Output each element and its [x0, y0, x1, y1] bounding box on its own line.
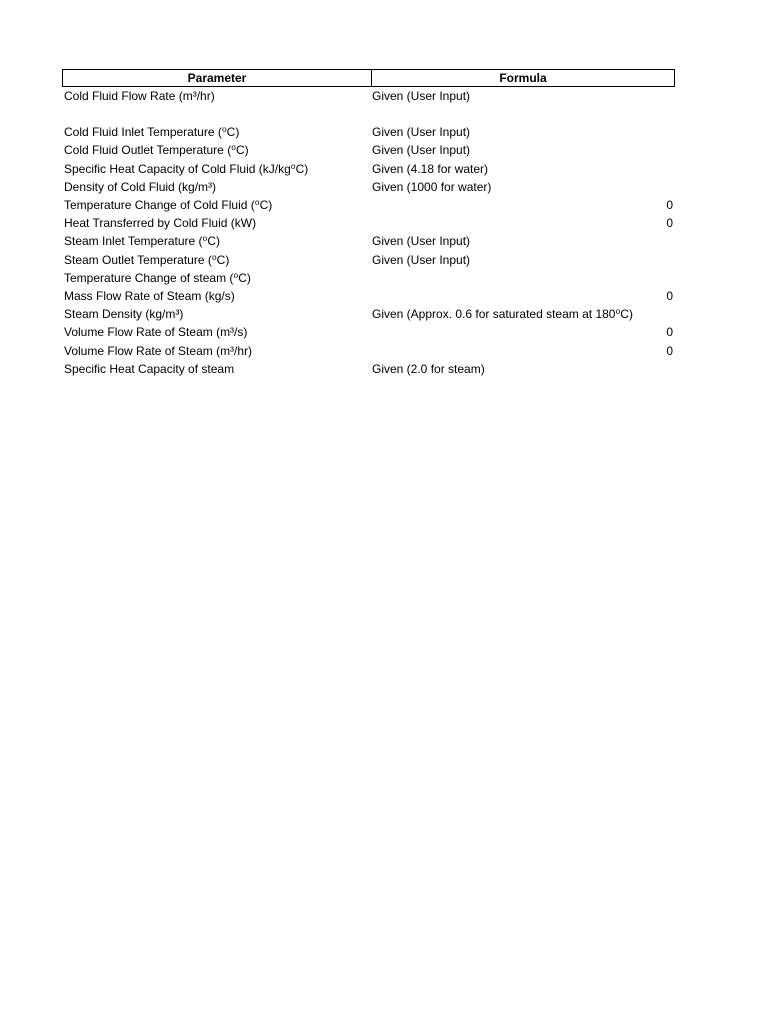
table-row — [62, 196, 675, 214]
table-row — [62, 214, 675, 232]
table-row — [62, 105, 675, 123]
cell-parameter[interactable]: Volume Flow Rate of Steam (m³/s) — [64, 325, 248, 340]
cell-parameter[interactable]: Cold Fluid Inlet Temperature (⁰C) — [64, 125, 240, 140]
table-row — [62, 141, 675, 159]
cell-parameter[interactable]: Steam Inlet Temperature (⁰C) — [64, 234, 220, 249]
cell-value[interactable]: 0 — [666, 325, 673, 340]
cell-formula[interactable]: Given (Approx. 0.6 for saturated steam at 180⁰C) — [372, 307, 633, 322]
cell-parameter[interactable]: Steam Density (kg/m³) — [64, 307, 184, 322]
cell-formula[interactable]: Given (User Input) — [372, 125, 471, 140]
cell-parameter[interactable]: Cold Fluid Flow Rate (m³/hr) — [64, 89, 215, 104]
cell-formula[interactable]: Given (User Input) — [372, 89, 471, 104]
cell-formula[interactable]: Given (1000 for water) — [372, 179, 492, 194]
cell-value[interactable]: 0 — [666, 198, 673, 213]
table-row — [62, 287, 675, 305]
cell-value[interactable]: 0 — [666, 343, 673, 358]
table-row — [62, 232, 675, 250]
table-row — [62, 305, 675, 323]
cell-formula[interactable]: Given (User Input) — [372, 143, 471, 158]
spreadsheet-table — [62, 69, 675, 378]
cell-formula[interactable]: Given (2.0 for steam) — [372, 361, 485, 376]
cell-formula[interactable]: Given (User Input) — [372, 234, 471, 249]
table-body — [62, 87, 675, 378]
table-row — [62, 341, 675, 359]
table-row — [62, 323, 675, 341]
table-row — [62, 87, 675, 105]
cell-value[interactable]: 0 — [666, 288, 673, 303]
cell-parameter[interactable]: Steam Outlet Temperature (⁰C) — [64, 252, 230, 267]
table-row — [62, 160, 675, 178]
cell-parameter[interactable]: Cold Fluid Outlet Temperature (⁰C) — [64, 143, 249, 158]
cell-parameter[interactable]: Density of Cold Fluid (kg/m³) — [64, 179, 217, 194]
table-row — [62, 251, 675, 269]
cell-parameter[interactable]: Specific Heat Capacity of steam — [64, 361, 235, 376]
cell-parameter[interactable]: Volume Flow Rate of Steam (m³/hr) — [64, 343, 253, 358]
table-row — [62, 178, 675, 196]
cell-parameter[interactable]: Mass Flow Rate of Steam (kg/s) — [64, 288, 235, 303]
cell-parameter[interactable]: Temperature Change of Cold Fluid (⁰C) — [64, 198, 273, 213]
cell-parameter[interactable]: Heat Transferred by Cold Fluid (kW) — [64, 216, 257, 231]
cell-formula[interactable]: Given (4.18 for water) — [372, 161, 489, 176]
cell-value[interactable]: 0 — [666, 216, 673, 231]
cell-parameter[interactable]: Specific Heat Capacity of Cold Fluid (kJ/kg⁰C) — [64, 161, 309, 176]
table-row — [62, 123, 675, 141]
table-row — [62, 360, 675, 378]
table-row — [62, 269, 675, 287]
table-header — [62, 69, 675, 87]
cell-formula[interactable]: Given (User Input) — [372, 252, 471, 267]
header-formula[interactable]: Formula — [499, 71, 547, 85]
header-parameter[interactable]: Parameter — [63, 70, 372, 86]
cell-parameter[interactable]: Temperature Change of steam (⁰C) — [64, 270, 251, 285]
